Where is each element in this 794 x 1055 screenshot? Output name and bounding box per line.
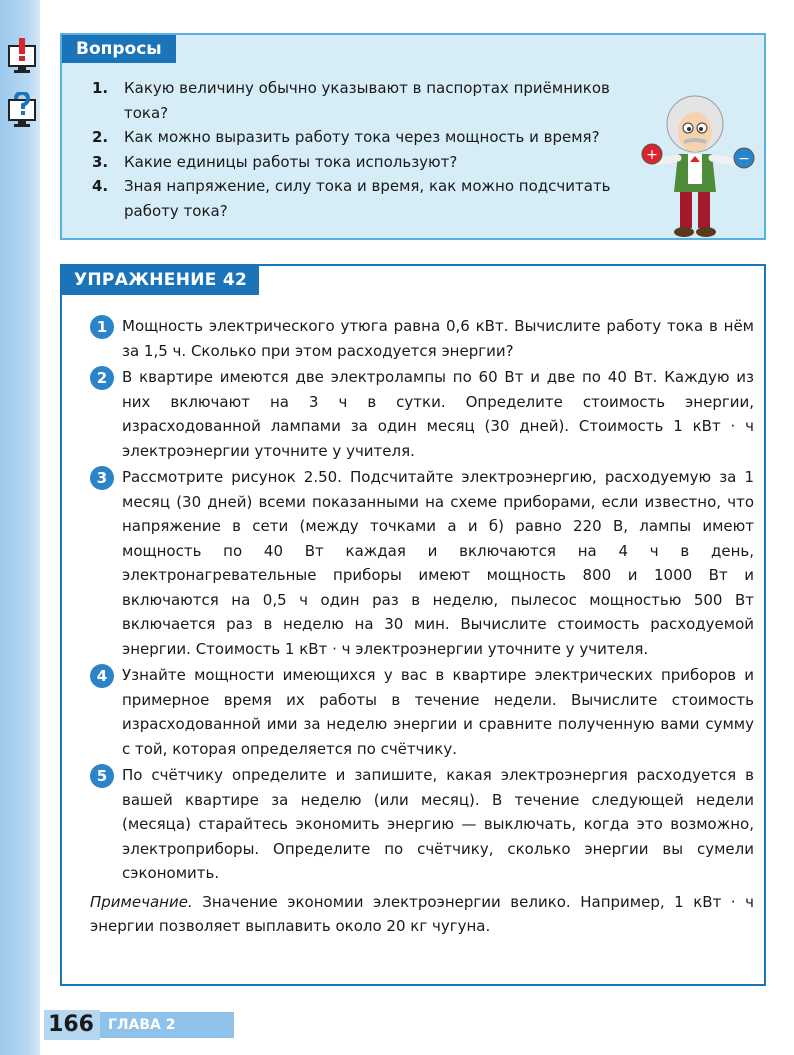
question-number: 3.	[92, 152, 109, 171]
task-number-badge: 1	[90, 315, 114, 339]
monitor-question-icon	[8, 92, 36, 128]
left-margin-stripe	[0, 0, 40, 1055]
task-number-badge: 5	[90, 764, 114, 788]
question-number: 1.	[92, 79, 109, 97]
task-number-badge: 3	[90, 466, 114, 490]
question-item	[92, 150, 652, 175]
questions-title: Вопросы	[62, 35, 176, 63]
task-number-badge: 2	[90, 366, 114, 390]
question-text: Какие единицы работы тока используют?	[124, 152, 458, 171]
note-label: Примечание.	[90, 892, 193, 911]
task-item	[90, 663, 754, 761]
task-text: Мощность электрического утюга равна 0,6 кВт. Вычислите работу тока в нём за 1,5 ч. Сколько при этом расходуется энергии?	[122, 317, 754, 360]
task-item	[90, 465, 754, 661]
question-item	[92, 76, 652, 125]
task-text: Узнайте мощности имеющихся у вас в квартире электрических приборов и примерное время их работы в течение недели. Вычислите стоимость израсходованной ими за неделю энергии и сравните полученную вами сумму с той, которая определяется по счётчику.	[122, 666, 754, 758]
task-list	[90, 314, 754, 939]
question-item	[92, 174, 652, 223]
page-number: 166	[44, 1010, 100, 1040]
monitor-exclamation-icon	[8, 38, 36, 74]
questions-list	[92, 76, 652, 223]
question-number: 2.	[92, 128, 109, 146]
einstein-mascot-icon	[640, 92, 760, 242]
question-text: Какую величину обычно указывают в паспортах приёмников тока?	[124, 79, 610, 122]
exercise-title: УПРАЖНЕНИЕ 42	[62, 266, 259, 295]
task-item	[90, 365, 754, 463]
exercise-box	[60, 264, 766, 986]
svg-text:+: +	[646, 147, 658, 163]
task-number-badge: 4	[90, 664, 114, 688]
task-item	[90, 763, 754, 886]
question-number: 4.	[92, 177, 109, 195]
task-text: В квартире имеются две электролампы по 60 Вт и две по 40 Вт. Каждую из них включают на 3 ч в сутки. Определите стоимость энергии, израсходованной лампами за один месяц (30 дней). Стоимость 1 кВт · ч электроэнергии уточните у учителя.	[122, 368, 754, 460]
question-item	[92, 125, 652, 150]
task-text: По счётчику определите и запишите, какая электроэнергия расходуется в вашей квартире за неделю (или месяц). В течение следующей недели (месяца) старайтесь экономить энергию — выключать, когда это возможно, электроприборы. Определите по счётчику, сколько энергии вы сумели сэкономить.	[122, 766, 754, 882]
note-text: Значение экономии электроэнергии велико. Например, 1 кВт · ч энергии позволяет выплавить около 20 кг чугуна.	[90, 892, 754, 935]
note	[90, 890, 754, 939]
question-text: Как можно выразить работу тока через мощность и время?	[124, 128, 600, 146]
svg-text:−: −	[738, 151, 750, 167]
chapter-label: ГЛАВА 2	[100, 1012, 234, 1038]
task-text: Рассмотрите рисунок 2.50. Подсчитайте электроэнергию, расходуемую за 1 месяц (30 дней) всеми показанными на схеме приборами, если известно, что напряжение в сети (между точками а и б) равно 220 В, лампы имеют мощность по 40 Вт каждая и включаются на 4 ч в день, электронагревательные приборы имеют мощность 800 и 1000 Вт и включаются на 0,5 ч один раз в неделю, пылесос мощностью 500 Вт включается раз в неделю на 30 мин. Вычислите стоимость расходуемой энергии. Стоимость 1 кВт · ч электроэнергии уточните у учителя.	[122, 468, 754, 658]
task-item	[90, 314, 754, 363]
question-text: Зная напряжение, силу тока и время, как можно подсчитать работу тока?	[124, 177, 611, 220]
